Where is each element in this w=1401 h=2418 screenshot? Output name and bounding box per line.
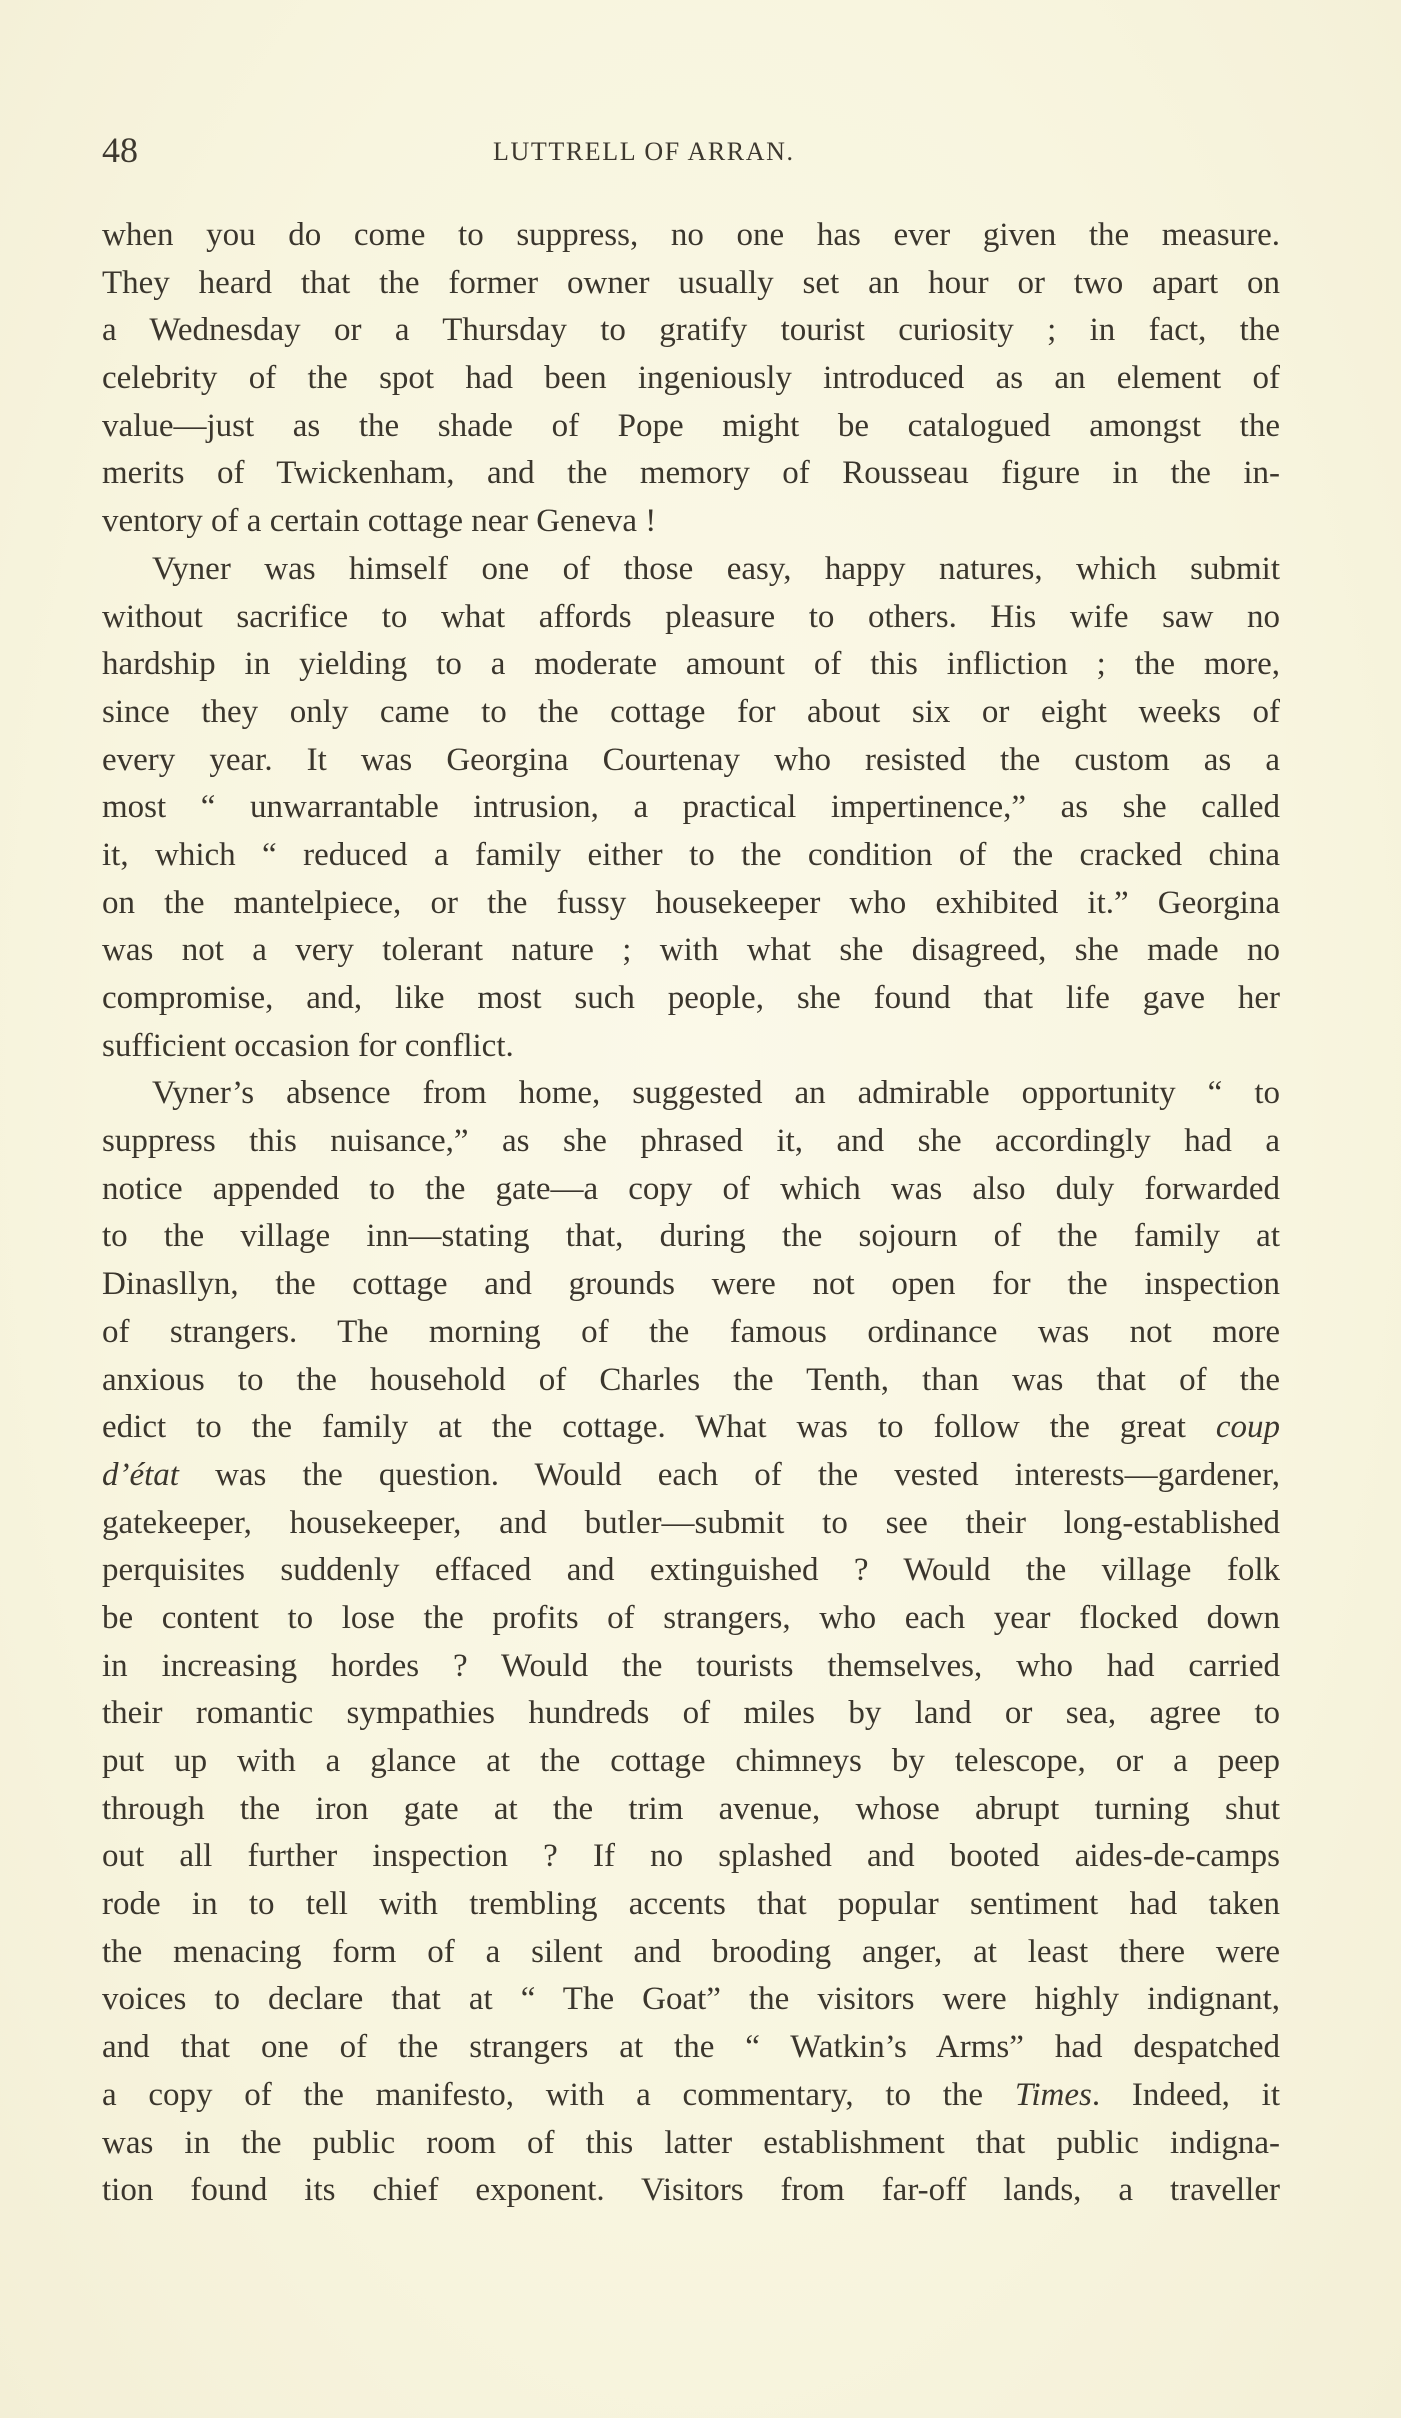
text-line: out all further inspection ? If no splashed and booted aides-de-camps xyxy=(102,1838,1280,1875)
text-line: suppress this nuisance,” as she phrased it, and she accordingly had a xyxy=(102,1123,1280,1160)
body-text xyxy=(102,212,1280,2215)
text-line: a Wednesday or a Thursday to gratify tourist curiosity ; in fact, the xyxy=(102,312,1280,349)
text-line: merits of Twickenham, and the memory of Rousseau figure in the in- xyxy=(102,455,1280,492)
text-line: value—just as the shade of Pope might be catalogued amongst the xyxy=(102,407,1280,444)
text-line: in increasing hordes ? Would the tourists themselves, who had carried xyxy=(102,1647,1280,1684)
text-run: a copy of the manifesto, with a commentary, to the xyxy=(102,2076,1015,2113)
text-line: of strangers. The morning of the famous ordinance was not more xyxy=(102,1313,1280,1350)
text-run: . Indeed, it xyxy=(1091,2076,1280,2113)
text-line: be content to lose the profits of strangers, who each year flocked down xyxy=(102,1599,1280,1636)
text-run: edict to the family at the cottage. What was to follow the great xyxy=(102,1409,1216,1446)
text-line: their romantic sympathies hundreds of miles by land or sea, agree to xyxy=(102,1695,1280,1732)
text-line: most “ unwarrantable intrusion, a practical impertinence,” as she called xyxy=(102,789,1280,826)
text-line: every year. It was Georgina Courtenay who resisted the custom as a xyxy=(102,741,1280,778)
running-title: LUTTRELL OF ARRAN. xyxy=(493,137,795,166)
text-line: Vyner was himself one of those easy, happy natures, which submit xyxy=(152,550,1280,587)
text-line: the menacing form of a silent and brooding anger, at least there were xyxy=(102,1933,1280,1970)
text-line: rode in to tell with trembling accents that popular sentiment had taken xyxy=(102,1886,1280,1923)
text-line: since they only came to the cottage for about six or eight weeks of xyxy=(102,693,1280,730)
text-line xyxy=(102,1452,1280,1500)
text-line: compromise, and, like most such people, she found that life gave her xyxy=(102,980,1280,1016)
text-line: tion found its chief exponent. Visitors from far-off lands, a traveller xyxy=(102,2172,1280,2209)
italic-phrase: d’état xyxy=(102,1456,179,1493)
page-number: 48 xyxy=(102,130,138,170)
running-head xyxy=(102,128,1280,172)
text-line: and that one of the strangers at the “ Watkin’s Arms” had despatched xyxy=(102,2029,1280,2066)
text-line xyxy=(102,1404,1280,1452)
text-line: through the iron gate at the trim avenue, whose abrupt turning shut xyxy=(102,1790,1280,1827)
text-line: was not a very tolerant nature ; with what she disagreed, she made no xyxy=(102,932,1280,969)
text-line: without sacrifice to what affords pleasure to others. His wife saw no xyxy=(102,598,1280,635)
text-line: perquisites suddenly effaced and extinguished ? Would the village folk xyxy=(102,1552,1280,1589)
text-line: on the mantelpiece, or the fussy housekeeper who exhibited it.” Georgina xyxy=(102,884,1280,921)
text-line: celebrity of the spot had been ingeniously introduced as an element of xyxy=(102,360,1280,397)
text-line: when you do come to suppress, no one has ever given the measure. xyxy=(102,217,1280,253)
text-line: anxious to the household of Charles the Tenth, than was that of the xyxy=(102,1361,1280,1398)
text-line: hardship in yielding to a moderate amount of this infliction ; the more, xyxy=(102,646,1280,683)
text-line: it, which “ reduced a family either to the condition of the cracked china xyxy=(102,836,1280,873)
text-line xyxy=(102,2072,1280,2120)
text-line: Vyner’s absence from home, suggested an admirable opportunity “ to xyxy=(152,1075,1280,1112)
text-line: They heard that the former owner usually set an hour or two apart on xyxy=(102,264,1280,301)
text-line: ventory of a certain cottage near Geneva ! xyxy=(102,503,657,540)
italic-phrase: coup xyxy=(1215,1409,1280,1446)
text-line: to the village inn—stating that, during the sojourn of the family at xyxy=(102,1218,1280,1255)
text-line: sufficient occasion for conflict. xyxy=(102,1027,514,1064)
text-line: put up with a glance at the cottage chimneys by telescope, or a peep xyxy=(102,1743,1280,1779)
text-run: was the question. Would each of the vested interests—gardener, xyxy=(178,1456,1280,1493)
italic-phrase: Times xyxy=(1014,2076,1092,2113)
text-line: notice appended to the gate—a copy of which was also duly forwarded xyxy=(102,1170,1280,1207)
text-line: was in the public room of this latter establishment that public indigna- xyxy=(102,2124,1280,2161)
text-line: Dinasllyn, the cottage and grounds were not open for the inspection xyxy=(102,1266,1280,1303)
text-line: voices to declare that at “ The Goat” the visitors were highly indignant, xyxy=(102,1981,1280,2018)
text-line: gatekeeper, housekeeper, and butler—submit to see their long-established xyxy=(102,1504,1280,1541)
